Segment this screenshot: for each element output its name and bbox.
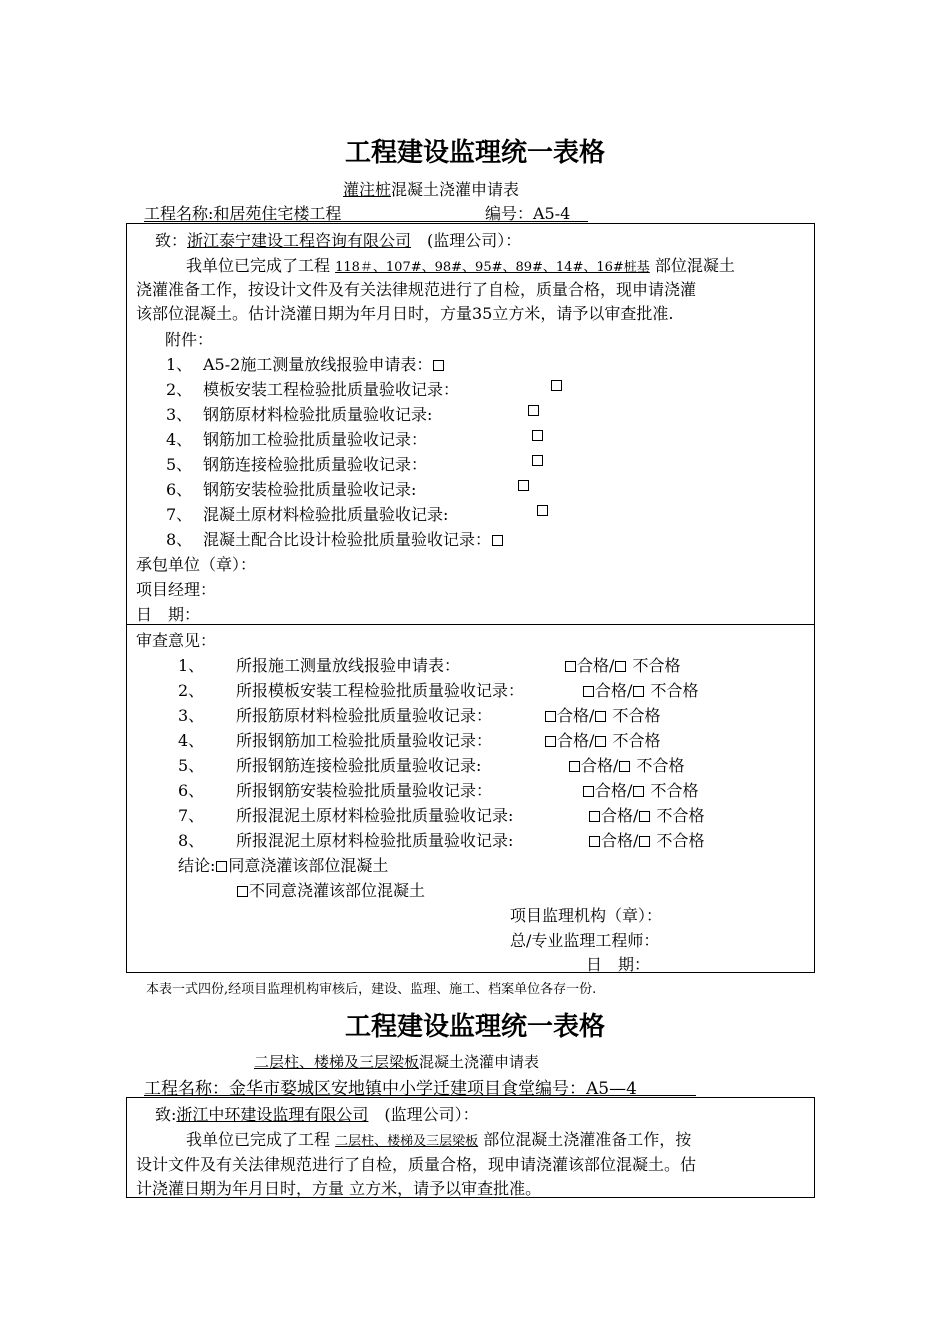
review-num: 7、 (178, 806, 205, 825)
attachment-text (203, 377, 459, 400)
attachment-item (166, 477, 192, 500)
form2-to-suffix: (监理公司）： (384, 1105, 479, 1124)
form2-title: 工程建设监理统一表格 (344, 1012, 605, 1042)
attachment-num: 5、 (166, 455, 193, 474)
checkbox[interactable] (532, 455, 543, 466)
attachment-label: A5-2施工测量放线报验申请表： (203, 355, 433, 374)
form1-addressee (155, 228, 521, 251)
fail-label: 不合格 (607, 706, 661, 725)
review-result (582, 678, 699, 701)
form1-footnote: 本表一式四份,经项目监理机构审核后，建设、监理、施工、档案单位各存一份. (146, 982, 597, 997)
review-result (544, 728, 661, 751)
date-label: 日 期： (136, 605, 201, 624)
form2-project-name: 工程名称：金华市婺城区安地镇中小学迁建项目食堂编号：A5—4 (144, 1079, 637, 1099)
fail-label: 不合格 (645, 681, 699, 700)
pass-label: 合格/ (577, 656, 615, 675)
form2-body-line1 (186, 1127, 691, 1150)
attachment-label: 钢筋安装检验批质量验收记录: (203, 480, 417, 499)
pass-label: 合格/ (557, 731, 595, 750)
checkbox[interactable] (537, 505, 548, 516)
attachment-num: 7、 (166, 505, 193, 524)
fail-checkbox[interactable] (633, 686, 644, 697)
pass-checkbox[interactable] (545, 711, 556, 722)
pass-checkbox[interactable] (583, 786, 594, 797)
form2-body-line1-end: 部位混凝土浇灌准备工作，按 (478, 1130, 692, 1149)
attachment-num: 6、 (166, 480, 193, 499)
form1-subtitle-rest: 混凝土浇灌申请表 (391, 180, 520, 199)
attachment-text (203, 527, 504, 550)
agree-label: 同意浇灌该部位混凝土 (228, 856, 389, 875)
review-label: 审查意见： (136, 631, 217, 650)
review-text: 所报混泥土原材料检验批质量验收记录: (236, 831, 514, 850)
attachment-label: 钢筋原材料检验批质量验收记录: (203, 405, 433, 424)
checkbox[interactable] (532, 430, 543, 441)
review-text: 所报钢筋安装检验批质量验收记录： (236, 781, 493, 800)
checkbox[interactable] (518, 480, 529, 491)
pass-checkbox[interactable] (565, 661, 576, 672)
review-text: 所报混泥土原材料检验批质量验收记录: (236, 806, 514, 825)
form2-addressee (155, 1102, 479, 1125)
review-text: 所报钢筋加工检验批质量验收记录： (236, 731, 493, 750)
review-num: 6、 (178, 781, 205, 800)
pass-checkbox[interactable] (589, 811, 600, 822)
attachment-text (203, 402, 432, 425)
attachment-num: 4、 (166, 430, 193, 449)
form1-to-prefix: 致： (155, 231, 188, 250)
attachment-label: 混凝土原材料检验批质量验收记录: (203, 505, 449, 524)
pass-label: 合格/ (601, 806, 639, 825)
fail-checkbox[interactable] (615, 661, 626, 672)
form1-title: 工程建设监理统一表格 (344, 138, 605, 168)
conclusion-label: 结论: (178, 856, 216, 875)
form1-body-prefix: 我单位已完成了工程 (186, 256, 336, 275)
review-num: 3、 (178, 706, 205, 725)
form2-body-line3: 计浇灌日期为年月日时，方量 立方米，请予以审查批准。 (136, 1179, 542, 1198)
form1-to-company: 浙江泰宁建设工程咨询有限公司 (187, 231, 412, 250)
attachment-label: 钢筋加工检验批质量验收记录： (203, 430, 428, 449)
conclusion-disagree-row (236, 878, 425, 901)
attachment-num: 2、 (166, 380, 193, 399)
attachment-item (166, 352, 192, 375)
attachment-item (166, 452, 192, 475)
attachment-num: 8、 (166, 530, 193, 549)
contractor-label: 承包单位（章）： (136, 555, 257, 574)
form1-body-line2: 浇灌准备工作，按设计文件及有关法律规范进行了自检，质量合格，现申请浇灌 (136, 280, 697, 299)
form2-subtitle-rest: 混凝土浇灌申请表 (419, 1053, 540, 1071)
attachment-label: 模板安装工程检验批质量验收记录： (203, 380, 460, 399)
review-result (568, 753, 685, 776)
fail-label: 不合格 (627, 656, 681, 675)
form1-body-part: 118＃、107#、98#、95#、89#、14#、16#桩基 (335, 260, 650, 275)
review-text: 所报施工测量放线报验申请表： (236, 656, 461, 675)
form1-form-no: 编号：A5-4 (485, 204, 571, 223)
fail-checkbox[interactable] (595, 736, 606, 747)
review-result (582, 778, 699, 801)
form1-body-line1 (186, 253, 735, 276)
review-text: 所报筋原材料检验批质量验收记录： (236, 706, 493, 725)
pass-label: 合格/ (595, 781, 633, 800)
attachment-item (166, 377, 192, 400)
pass-label: 合格/ (601, 831, 639, 850)
attachment-num: 1、 (166, 355, 193, 374)
review-num: 2、 (178, 681, 205, 700)
form1-body-line3: 该部位混凝土。估计浇灌日期为年月日时，方量35立方米，请予以审查批准. (136, 304, 674, 323)
form1-project-name: 工程名称:和居苑住宅楼工程 (144, 204, 342, 223)
agree-checkbox[interactable] (216, 861, 227, 872)
fail-checkbox[interactable] (639, 836, 650, 847)
form2-body-part: 二层柱、楼梯及三层梁板 (335, 1134, 479, 1149)
attachment-text (203, 427, 427, 450)
attachment-label: 混凝土配合比设计检验批质量验收记录： (203, 530, 492, 549)
attachment-item (166, 427, 192, 450)
fail-label: 不合格 (651, 806, 705, 825)
pass-checkbox[interactable] (545, 736, 556, 747)
fail-label: 不合格 (631, 756, 685, 775)
form2-body-line2: 设计文件及有关法律规范进行了自检，质量合格，现申请浇灌该部位混凝土。估 (136, 1155, 697, 1174)
form2-subtitle-item: 二层柱、楼梯及三层梁板 (254, 1053, 420, 1071)
checkbox[interactable] (528, 405, 539, 416)
pass-checkbox[interactable] (569, 761, 580, 772)
checkbox[interactable] (492, 535, 503, 546)
form1-attachments-label: 附件： (165, 330, 214, 349)
review-result (564, 653, 681, 676)
attachment-item (166, 402, 192, 425)
pass-label: 合格/ (581, 756, 619, 775)
form1-subtitle-item: 灌注桩 (343, 180, 392, 199)
attachment-item (166, 502, 192, 525)
review-result (588, 803, 705, 826)
disagree-checkbox[interactable] (237, 886, 248, 897)
supervision-org-label: 项目监理机构（章）： (510, 906, 663, 925)
review-num: 5、 (178, 756, 205, 775)
attachment-item (166, 527, 192, 550)
project-manager-label: 项目经理： (136, 580, 217, 599)
form1-subtitle (343, 177, 519, 200)
form2-body-prefix: 我单位已完成了工程 (186, 1130, 336, 1149)
disagree-label: 不同意浇灌该部位混凝土 (249, 881, 426, 900)
attachment-text (203, 452, 427, 475)
pass-checkbox[interactable] (589, 836, 600, 847)
pass-label: 合格/ (557, 706, 595, 725)
review-num: 1、 (178, 656, 205, 675)
review-text: 所报模板安装工程检验批质量验收记录： (236, 681, 525, 700)
fail-label: 不合格 (607, 731, 661, 750)
fail-checkbox[interactable] (639, 811, 650, 822)
conclusion-agree-row (178, 853, 388, 876)
fail-checkbox[interactable] (633, 786, 644, 797)
chief-engineer-label: 总/专业监理工程师： (510, 931, 660, 950)
form1-body-line1-end: 部位混凝土 (649, 256, 735, 275)
fail-checkbox[interactable] (619, 761, 630, 772)
pass-checkbox[interactable] (583, 686, 594, 697)
sign-date-label: 日 期： (586, 955, 651, 974)
review-text: 所报钢筋连接检验批质量验收记录: (236, 756, 482, 775)
form2-subtitle (254, 1051, 539, 1072)
attachment-num: 3、 (166, 405, 193, 424)
form1-divider (126, 624, 815, 625)
review-result (544, 703, 661, 726)
fail-checkbox[interactable] (595, 711, 606, 722)
review-num: 4、 (178, 731, 205, 750)
form2-to-company: 浙江中环建设监理有限公司 (176, 1105, 369, 1124)
attachment-text (203, 502, 448, 525)
fail-label: 不合格 (651, 831, 705, 850)
attachment-text (203, 352, 445, 375)
pass-label: 合格/ (595, 681, 633, 700)
attachment-label: 钢筋连接检验批质量验收记录： (203, 455, 428, 474)
form2-to-prefix: 致: (155, 1105, 177, 1124)
attachment-text (203, 477, 416, 500)
checkbox[interactable] (433, 360, 444, 371)
checkbox[interactable] (551, 380, 562, 391)
review-result (588, 828, 705, 851)
fail-label: 不合格 (645, 781, 699, 800)
form1-to-suffix: (监理公司）： (427, 231, 522, 250)
review-num: 8、 (178, 831, 205, 850)
